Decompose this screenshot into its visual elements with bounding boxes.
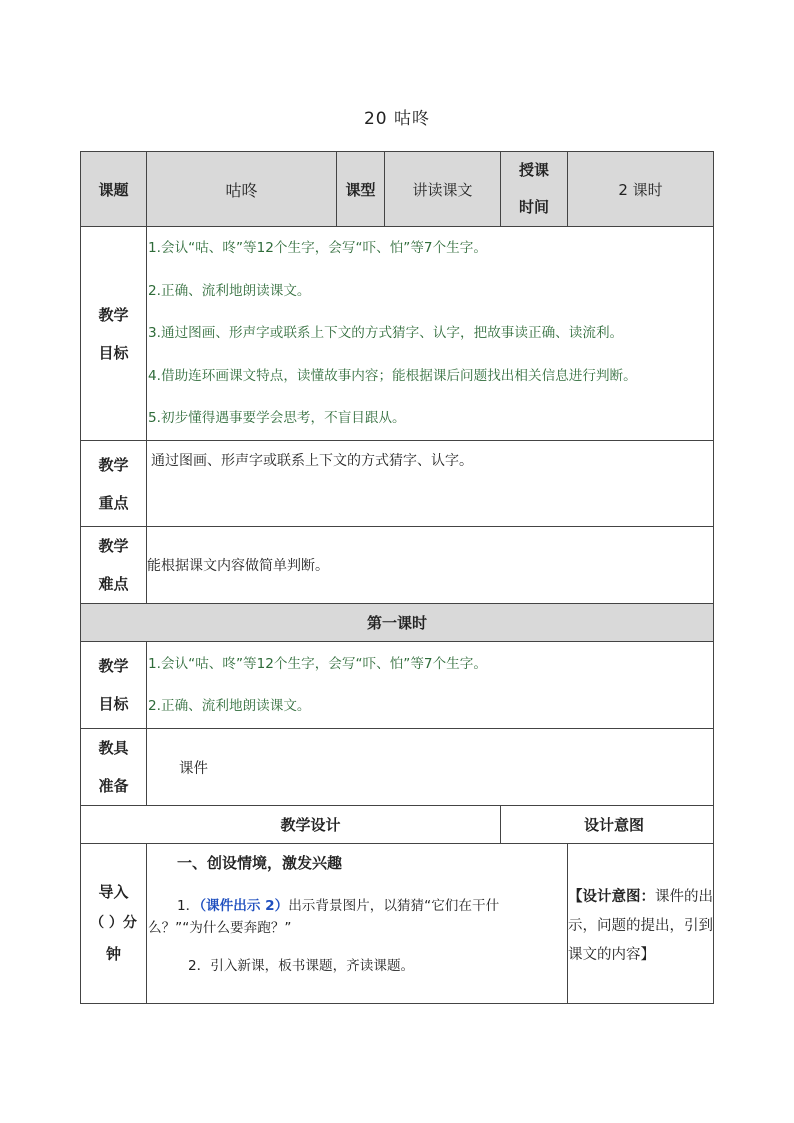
time-label-line-2: 时间 (518, 198, 549, 216)
tools-value: 课件 (179, 760, 208, 777)
intent-text: 课件的出示，问题的提出，引到课文的内容】 (568, 889, 713, 963)
step-1 (147, 875, 567, 917)
goals-label-line-1: 教学 (98, 305, 129, 324)
key-points-label-line-1: 教学 (98, 455, 129, 474)
document-title: 20 咕咚 (363, 109, 431, 129)
type-label: 课型 (337, 152, 385, 227)
lesson1-goals-label (81, 642, 147, 729)
goals-row (81, 227, 714, 441)
tools-label-line-1: 教具 (98, 739, 129, 757)
key-points-content (147, 441, 714, 527)
topic-label: 课题 (81, 152, 147, 227)
difficulties-text: 能根据课文内容做简单判断。 (147, 558, 329, 574)
step-1-continued: 么？”“为什么要奔跑？” (148, 920, 292, 936)
design-header: 教学设计 (81, 806, 501, 844)
time-label (501, 152, 568, 227)
time-label-line-1: 授课 (518, 161, 549, 179)
intro-content (147, 844, 568, 1004)
lesson1-goals-label-line-2: 目标 (98, 695, 129, 713)
intro-row (81, 844, 714, 1004)
time-value: 2 课时 (568, 152, 714, 227)
intro-label-line-1: 导入 (98, 883, 129, 901)
intent-bold: 【设计意图： (568, 889, 655, 905)
goal-item: 3.通过图画、形声字或联系上下文的方式猜字、认字，把故事读正确、读流利。 (148, 325, 624, 342)
difficulties-label-line-2: 难点 (98, 575, 129, 593)
difficulties-content (147, 527, 714, 604)
section-title: 一、创设情境，激发兴趣 (177, 854, 343, 872)
difficulties-label (81, 527, 147, 604)
tools-row (81, 729, 714, 806)
design-header-row (81, 806, 714, 844)
goal-item: 5.初步懂得遇事要学会思考，不盲目跟从。 (148, 410, 406, 427)
lesson1-goal-item: 2.正确、流利地朗读课文。 (148, 698, 311, 714)
tools-label (81, 729, 147, 806)
intro-label-line-2: （ ）分 (90, 915, 137, 931)
courseware-tag: （课件出示 2） (199, 898, 289, 914)
topic-value: 咕咚 (147, 152, 337, 227)
difficulties-label-line-1: 教学 (98, 537, 129, 555)
lesson1-heading: 第一课时 (81, 604, 714, 642)
difficulties-row (81, 527, 714, 604)
lesson1-goals-row (81, 642, 714, 729)
type-value: 讲读课文 (385, 152, 501, 227)
intro-label (81, 844, 147, 1004)
lesson1-goal-item: 1.会认“咕、咚”等12个生字，会写“吓、怕”等7个生字。 (148, 656, 487, 672)
goals-label (81, 227, 147, 441)
lesson1-heading-row (81, 604, 714, 642)
intro-label-line-3: 钟 (105, 945, 121, 963)
lesson1-goals-content (147, 642, 714, 729)
goals-content (147, 227, 714, 441)
header-row (81, 152, 714, 227)
goals-label-line-2: 目标 (98, 343, 129, 362)
step-1-prefix: 1． (177, 898, 200, 914)
key-points-text: 通过图画、形声字或联系上下文的方式猜字、认字。 (151, 453, 473, 469)
tools-label-line-2: 准备 (98, 777, 129, 795)
step-1-text: 出示背景图片，以猜猜“它们在干什 (288, 898, 500, 914)
intent-header: 设计意图 (501, 806, 714, 844)
lesson1-goals-label-line-1: 教学 (98, 657, 129, 675)
key-points-label-line-2: 重点 (98, 493, 129, 512)
intent-content (568, 844, 714, 1004)
step-2: 2．引入新课，板书课题，齐读课题。 (188, 958, 415, 974)
goal-item: 2.正确、流利地朗读课文。 (148, 282, 311, 299)
goal-item: 4.借助连环画课文特点，读懂故事内容；能根据课后问题找出相关信息进行判断。 (148, 367, 637, 384)
tools-content (147, 729, 714, 806)
key-points-row (81, 441, 714, 527)
lesson-plan-table (80, 151, 714, 1004)
key-points-label (81, 441, 147, 527)
goal-item: 1.会认“咕、咚”等12个生字，会写“吓、怕”等7个生字。 (148, 240, 487, 257)
